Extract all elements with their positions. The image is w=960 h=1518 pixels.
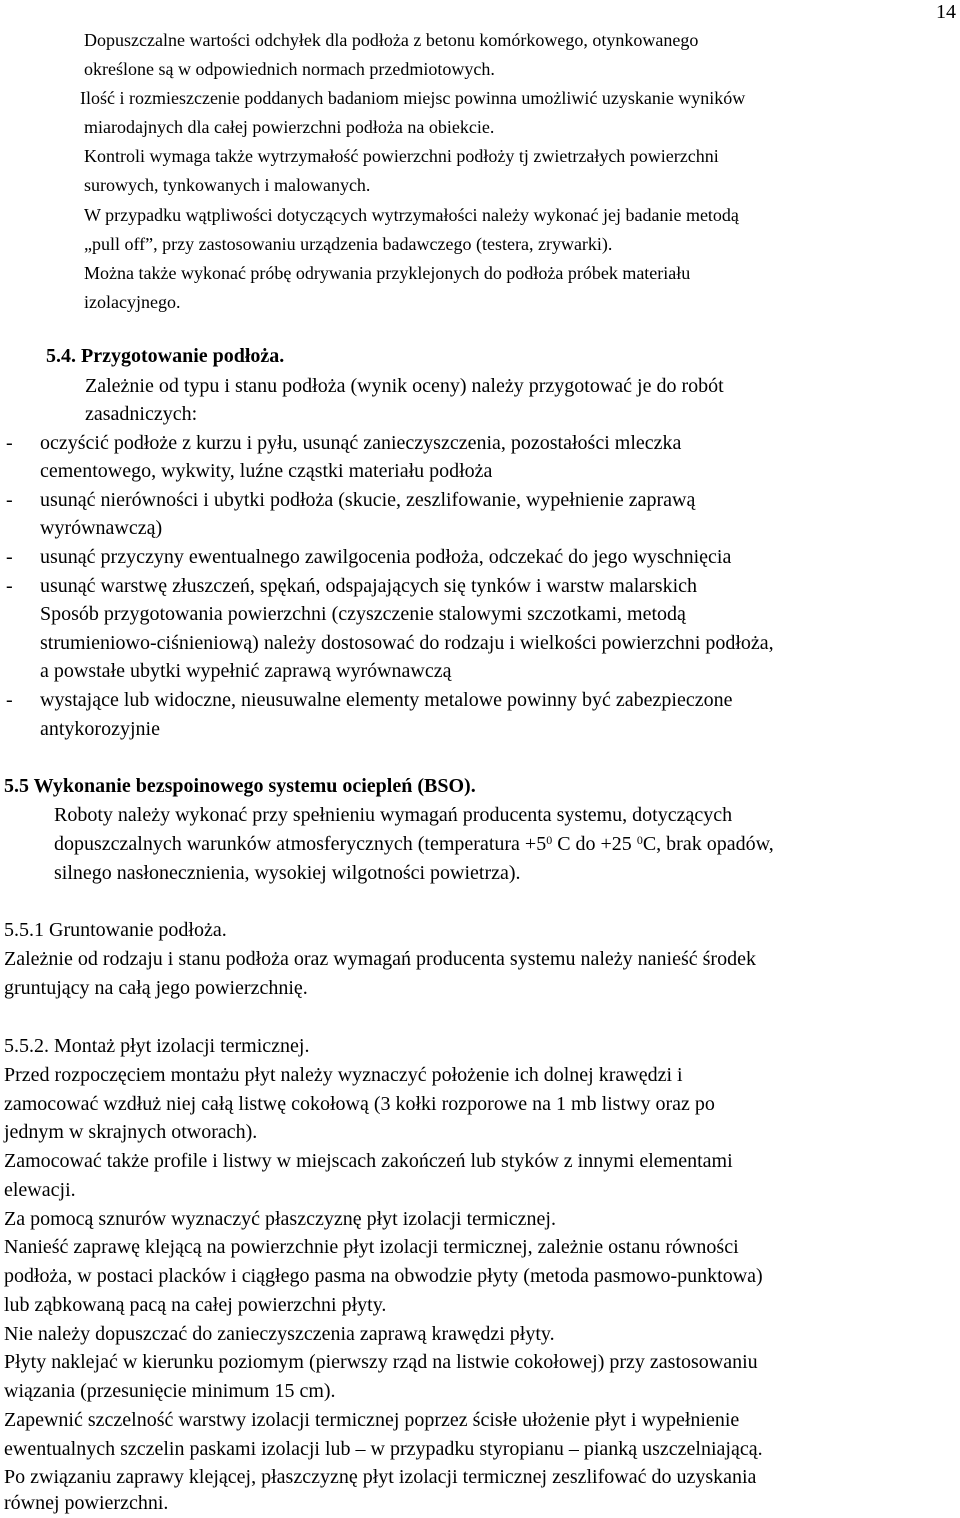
bullet-dash: - xyxy=(6,432,13,454)
bullet-dash: - xyxy=(6,489,13,511)
section-5-5-2-line-16: równej powierzchni. xyxy=(4,1492,169,1514)
bullet-2-line-2: wyrównawczą) xyxy=(40,517,163,539)
section-5-5-line-2 xyxy=(54,830,774,858)
bullet-3-line-1: usunąć przyczyny ewentualnego zawilgocenia podłoża, odczekać do jego wyschnięcia xyxy=(40,546,732,568)
page-number: 14 xyxy=(936,1,956,23)
intro-line-1: Dopuszczalne wartości odchyłek dla podłoża z betonu komórkowego, otynkowanego xyxy=(84,30,699,50)
bullet-1-line-1: oczyścić podłoże z kurzu i pyłu, usunąć zanieczyszczenia, pozostałości mleczka xyxy=(40,432,682,454)
bullet-4-line-4: a powstałe ubytki wypełnić zaprawą wyrównawczą xyxy=(40,660,452,682)
section-5-5-2-line-13: Zapewnić szczelność warstwy izolacji termicznej poprzez ścisłe ułożenie płyt i wypełnienie xyxy=(4,1409,740,1431)
bullet-5-line-1: wystające lub widoczne, nieusuwalne elementy metalowe powinny być zabezpieczone xyxy=(40,689,733,711)
intro-line-5: Kontroli wymaga także wytrzymałość powierzchni podłoży tj zwietrzałych powierzchni xyxy=(84,146,719,166)
section-5-5-2-line-6: Za pomocą sznurów wyznaczyć płaszczyznę płyt izolacji termicznej. xyxy=(4,1208,556,1230)
section-5-5-2-line-3: jednym w skrajnych otworach). xyxy=(4,1121,258,1143)
intro-line-4: miarodajnych dla całej powierzchni podłoża na obiekcie. xyxy=(84,117,495,137)
bullet-dash: - xyxy=(6,689,13,711)
section-5-5-1-line-2: gruntujący na całą jego powierzchnię. xyxy=(4,977,308,999)
intro-line-10: izolacyjnego. xyxy=(84,292,181,312)
section-5-5-2-line-4: Zamocować także profile i listwy w miejscach zakończeń lub styków z innymi elementami xyxy=(4,1150,733,1172)
intro-line-3: Ilość i rozmieszczenie poddanych badaniom miejsc powinna umożliwić uzyskanie wyników xyxy=(80,88,746,108)
degree-superscript-2: 0 xyxy=(636,833,643,847)
section-5-5-2-line-5: elewacji. xyxy=(4,1179,76,1201)
section-5-5-heading: 5.5 Wykonanie bezspoinowego systemu ociepleń (BSO). xyxy=(4,775,476,797)
intro-line-6: surowych, tynkowanych i malowanych. xyxy=(84,175,371,195)
section-5-5-line-2c: C, brak opadów, xyxy=(642,833,774,855)
section-5-5-2-line-7: Nanieść zaprawę klejącą na powierzchnie płyt izolacji termicznej, zależnie ostanu równości xyxy=(4,1236,739,1258)
bullet-4-line-2: Sposób przygotowania powierzchni (czyszczenie stalowymi szczotkami, metodą xyxy=(40,603,686,625)
section-5-4-heading: 5.4. Przygotowanie podłoża. xyxy=(46,345,285,367)
intro-line-8: „pull off”, przy zastosowaniu urządzenia badawczego (testera, zrywarki). xyxy=(84,234,613,254)
section-5-5-line-2b: C do +25 xyxy=(552,833,637,855)
section-5-5-2-line-10: Nie należy dopuszczać do zanieczyszczenia zaprawą krawędzi płyty. xyxy=(4,1323,555,1345)
section-5-5-1-line-1: Zależnie od rodzaju i stanu podłoża oraz wymagań producenta systemu należy nanieść środek xyxy=(4,948,756,970)
section-5-4-intro-1: Zależnie od typu i stanu podłoża (wynik oceny) należy przygotować je do robót xyxy=(85,375,724,397)
section-5-5-2-line-15: Po związaniu zaprawy klejącej, płaszczyznę płyt izolacji termicznej zeszlifować do uzyskania xyxy=(4,1466,757,1488)
section-5-5-2-line-12: wiązania (przesunięcie minimum 15 cm). xyxy=(4,1380,336,1402)
section-5-5-2-line-11: Płyty naklejać w kierunku poziomym (pierwszy rząd na listwie cokołowej) przy zastosowaniu xyxy=(4,1351,758,1373)
section-5-5-2-line-9: lub ząbkowaną pacą na całej powierzchni płyty. xyxy=(4,1294,387,1316)
bullet-4-line-1: usunąć warstwę złuszczeń, spękań, odspajających się tynków i warstw malarskich xyxy=(40,575,698,597)
bullet-2-line-1: usunąć nierówności i ubytki podłoża (skucie, zeszlifowanie, wypełnienie zaprawą xyxy=(40,489,696,511)
intro-line-9: Można także wykonać próbę odrywania przyklejonych do podłoża próbek materiału xyxy=(84,263,691,283)
intro-line-2: określone są w odpowiednich normach przedmiotowych. xyxy=(84,59,495,79)
section-5-5-2-heading: 5.5.2. Montaż płyt izolacji termicznej. xyxy=(4,1035,310,1057)
bullet-dash: - xyxy=(6,575,13,597)
bullet-4-line-3: strumieniowo-ciśnieniową) należy dostosować do rodzaju i wielkości powierzchni podłoża, xyxy=(40,632,774,654)
section-5-5-line-1: Roboty należy wykonać przy spełnieniu wymagań producenta systemu, dotyczących xyxy=(54,804,733,826)
bullet-1-line-2: cementowego, wykwity, luźne cząstki materiału podłoża xyxy=(40,460,493,482)
section-5-5-2-line-2: zamocować wzdłuż niej całą listwę cokołową (3 kołki rozporowe na 1 mb listwy oraz po xyxy=(4,1093,715,1115)
bullet-dash: - xyxy=(6,546,13,568)
section-5-5-2-line-8: podłoża, w postaci placków i ciągłego pasma na obwodzie płyty (metoda pasmowo-punktowa) xyxy=(4,1265,763,1287)
bullet-5-line-2: antykorozyjnie xyxy=(40,718,160,740)
section-5-5-2-line-14: ewentualnych szczelin paskami izolacji lub – w przypadku styropianu – pianką uszczelniającą. xyxy=(4,1438,763,1460)
section-5-5-line-2a: dopuszczalnych warunków atmosferycznych (temperatura +5 xyxy=(54,833,547,855)
section-5-5-line-3: silnego nasłonecznienia, wysokiej wilgotności powietrza). xyxy=(54,862,521,884)
degree-superscript-1: 0 xyxy=(546,833,553,847)
section-5-5-1-heading: 5.5.1 Gruntowanie podłoża. xyxy=(4,919,227,941)
intro-line-7: W przypadku wątpliwości dotyczących wytrzymałości należy wykonać jej badanie metodą xyxy=(84,205,739,225)
section-5-5-2-line-1: Przed rozpoczęciem montażu płyt należy wyznaczyć położenie ich dolnej krawędzi i xyxy=(4,1064,683,1086)
section-5-4-intro-2: zasadniczych: xyxy=(85,403,198,425)
